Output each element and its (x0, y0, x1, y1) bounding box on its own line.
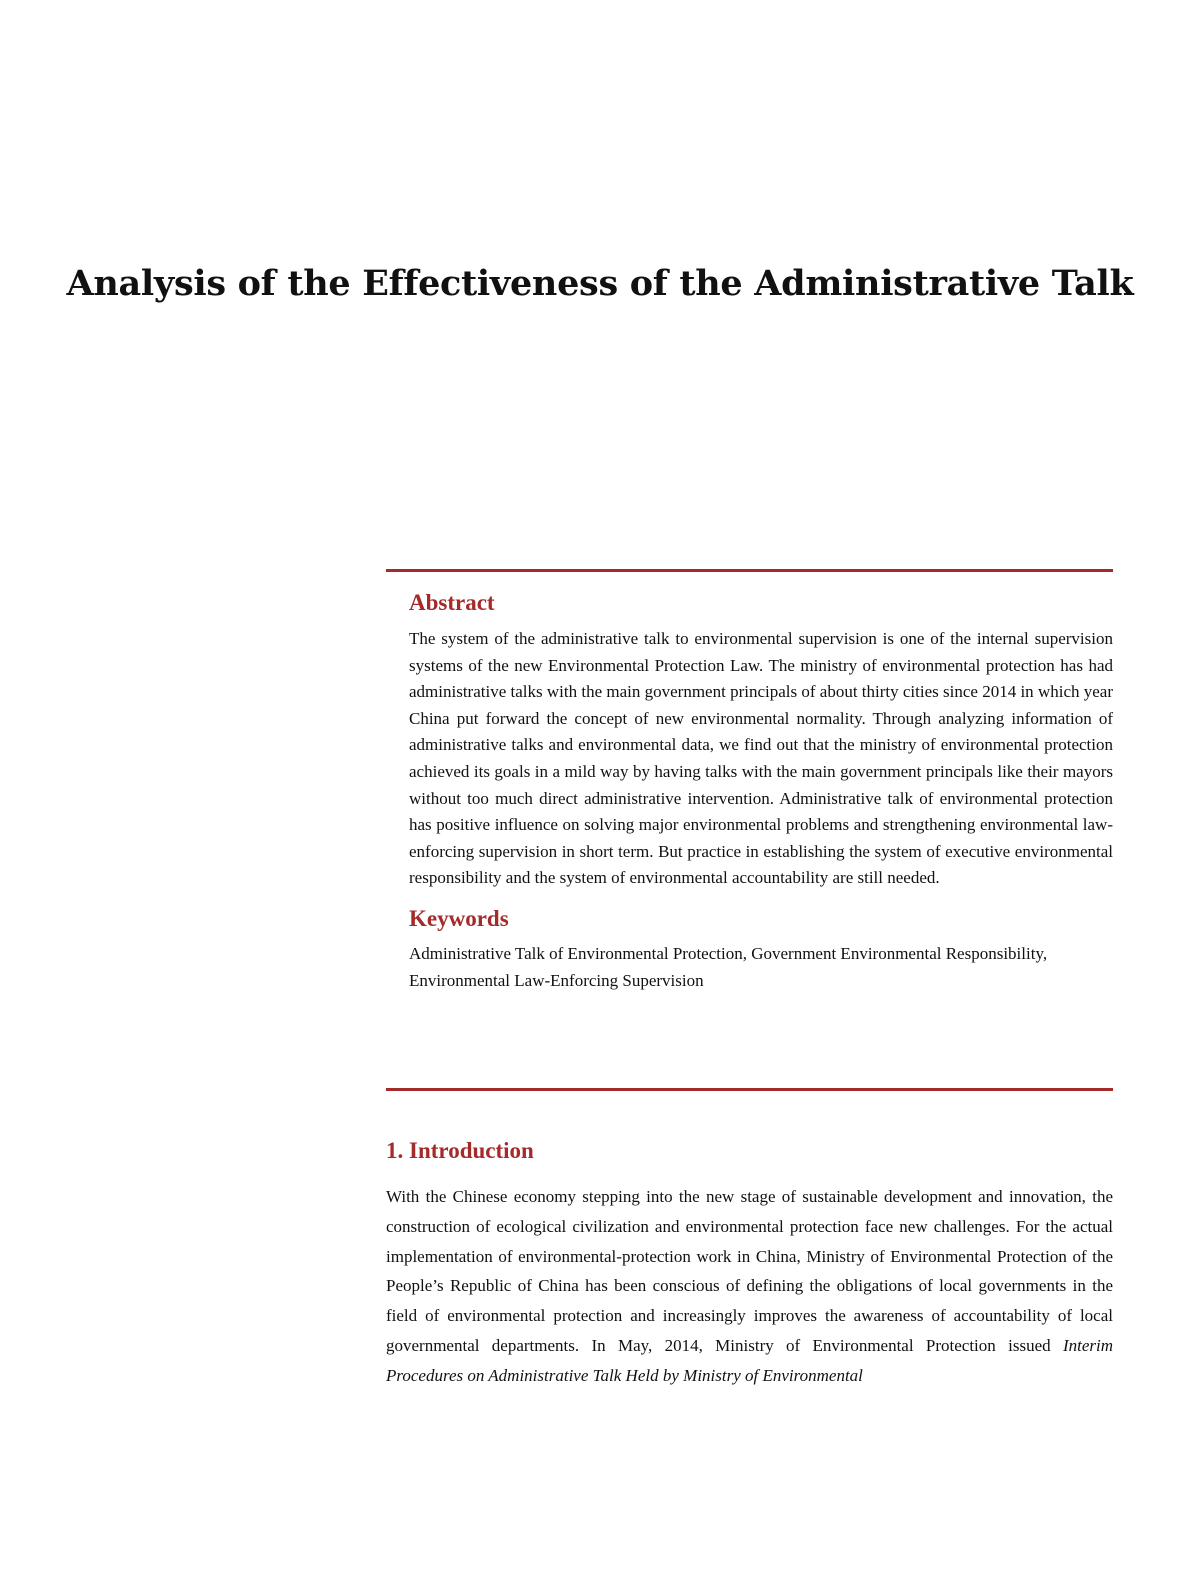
abstract-section (409, 590, 1113, 994)
introduction-heading: 1. Introduction (386, 1138, 534, 1163)
keywords-heading: Keywords (409, 905, 509, 931)
introduction-paragraph (386, 1182, 1113, 1391)
abstract-bottom-rule (386, 1088, 1113, 1091)
introduction-text: With the Chinese economy stepping into the new stage of sustainable development and innovation, the construction of ecological civilization and environmental protection face new challenges. For the actual implementation of environmental-protection work in China, Ministry of Environmental Protection of the People’s Republic of China has been conscious of defining the obligations of local governments in the field of environmental protection and increasingly improves the awareness of accountability of local governmental departments. In May, 2014, Ministry of Environmental Protection issued (386, 1187, 1113, 1355)
paper-title: Analysis of the Effectiveness of the Administrative Talk (66, 263, 1134, 304)
keywords-text: Administrative Talk of Environmental Protection, Government Environmental Responsibility, Environmental Law-Enforcing Supervision (409, 943, 1048, 990)
abstract-top-rule (386, 569, 1113, 572)
introduction-section (386, 1138, 1113, 1391)
abstract-heading: Abstract (409, 590, 495, 615)
abstract-text: The system of the administrative talk to environmental supervision is one of the internal supervision systems of the new Environmental Protection Law. The ministry of environmental protection has had administrative talks with the main government principals of about thirty cities since 2014 in which year China put forward the concept of new environmental normality. Through analyzing information of administrative talks and environmental data, we find out that the ministry of environmental protection achieved its goals in a mild way by having talks with the main government principals like their mayors without too much direct administrative intervention. Administrative talk of environmental protection has positive influence on solving major environmental problems and strengthening environmental law-enforcing supervision in short term. But practice in establishing the system of executive environmental responsibility and the system of environmental accountability are still needed. (409, 629, 1113, 888)
introduction-italic-title: Interim Procedures on Administrative Talk Held by Ministry of Environmental (386, 1335, 1114, 1385)
